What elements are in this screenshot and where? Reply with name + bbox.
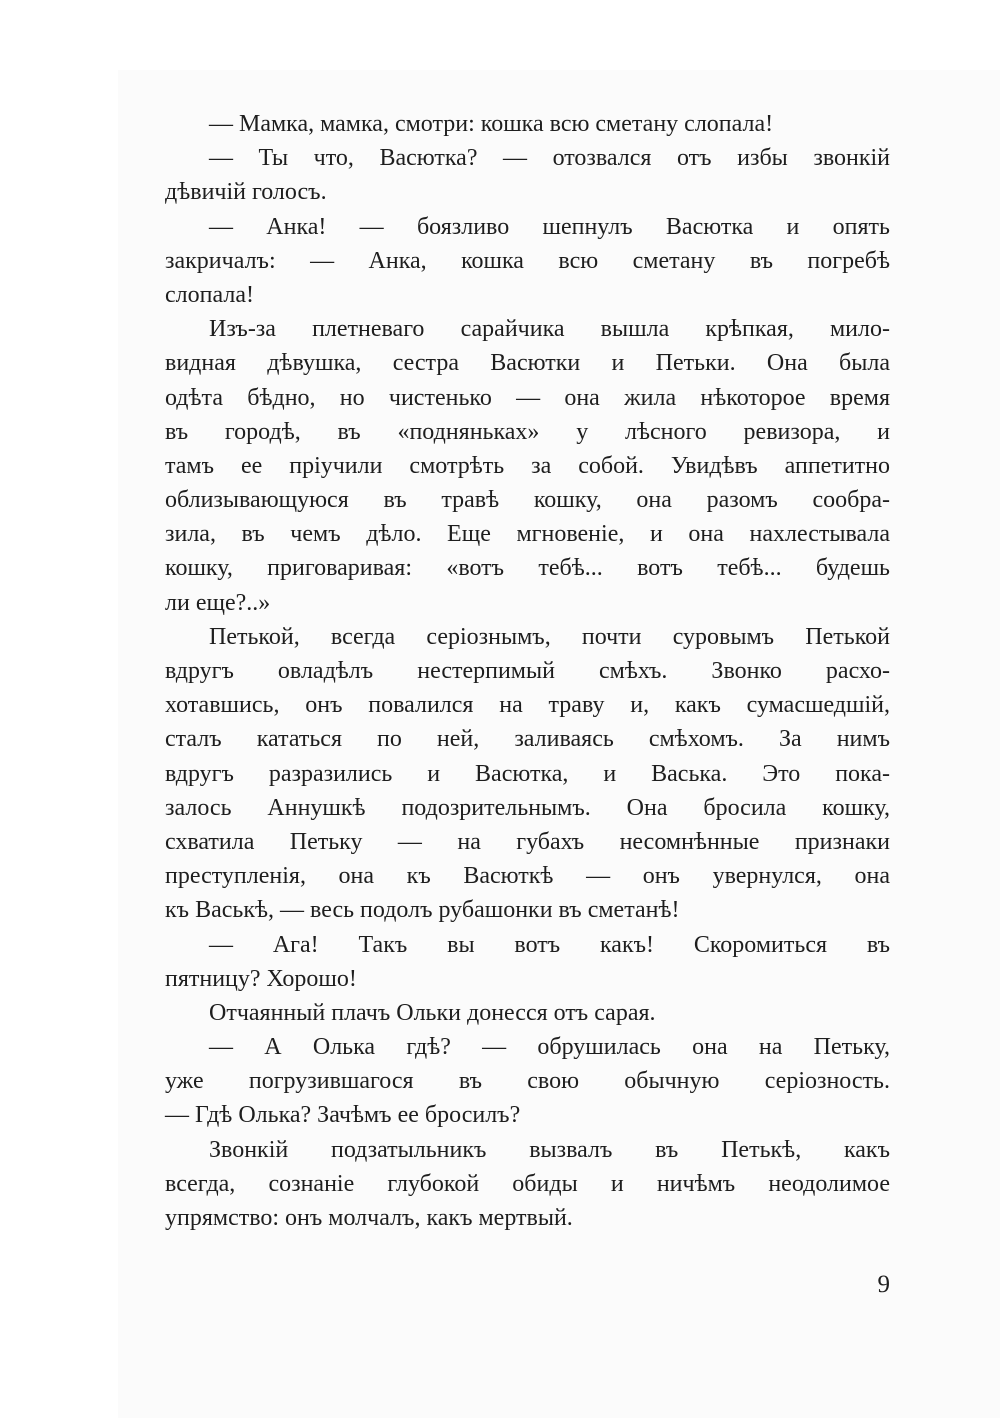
text-line: кошку, приговаривая: «вотъ тебѣ... вотъ тебѣ... будешь [165,555,890,582]
text-line: уже погрузившагося въ свою обычную серіозность. [165,1068,890,1095]
text-line: всегда, сознаніе глубокой обиды и ничѣмъ неодолимое [165,1170,890,1197]
text-line: дѣвичій голосъ. [165,179,327,206]
text-line: ли еще?..» [165,589,271,616]
text-line: хотавшись, онъ повалился на траву и, какъ сумасшедшій, [165,692,890,719]
text-line: вдругъ разразились и Васютка, и Васька. Это пока- [165,760,890,787]
text-line: Отчаянный плачъ Ольки донесся отъ сарая. [209,999,656,1026]
text-line: — А Олька гдѣ? — обрушилась она на Петьку, [209,1034,890,1061]
text-line: — Ты что, Васютка? — отозвался отъ избы звонкій [209,145,890,172]
text-line: — Ага! Такъ вы вотъ какъ! Скоромиться въ [209,931,890,958]
body-text [165,107,890,1235]
text-line: слопала! [165,281,254,308]
text-line: облизывающуюся въ травѣ кошку, она разомъ сообра- [165,487,890,514]
text-line: залось Аннушкѣ подозрительнымъ. Она бросила кошку, [165,794,890,821]
text-line: закричалъ: — Анка, кошка всю сметану въ погребѣ [165,247,890,274]
text-line: схватила Петьку — на губахъ несомнѣнные признаки [165,828,890,855]
text-line: одѣта бѣдно, но чистенько — она жила нѣкоторое время [165,384,890,411]
text-line: къ Васькѣ, — весь подолъ рубашонки въ сметанѣ! [165,897,680,924]
text-line: Петькой, всегда серіознымъ, почти суровымъ Петькой [209,623,890,650]
text-line: видная дѣвушка, сестра Васютки и Петьки. Она была [165,350,890,377]
text-line: Звонкій подзатыльникъ вызвалъ въ Петькѣ, какъ [209,1136,890,1163]
text-line: — Анка! — боязливо шепнулъ Васютка и опять [209,213,890,240]
text-line: Изъ-за плетневаго сарайчика вышла крѣпкая, мило- [209,316,890,343]
text-line: въ городѣ, въ «подняньках» у лѣсного ревизора, и [165,418,890,445]
text-line: — Гдѣ Олька? Зачѣмъ ее бросилъ? [165,1102,521,1129]
text-line: упрямство: онъ молчалъ, какъ мертвый. [165,1205,573,1231]
text-line: — Мамка, мамка, смотри: кошка всю сметану слопала! [209,111,774,137]
text-line: пятницу? Хорошо! [165,965,357,992]
text-line: преступленія, она къ Васюткѣ — онъ увернулся, она [165,863,890,890]
text-line: вдругъ овладѣлъ нестерпимый смѣхъ. Звонко расхо- [165,658,890,684]
text-line: сталъ кататься по ней, заливаясь смѣхомъ. За нимъ [165,726,890,753]
text-line: зила, въ чемъ дѣло. Еще мгновеніе, и она нахлестывала [165,521,890,548]
text-line: тамъ ее пріучили смотрѣть за собой. Увидѣвъ аппетитно [165,452,890,479]
page-number: 9 [877,1271,890,1298]
